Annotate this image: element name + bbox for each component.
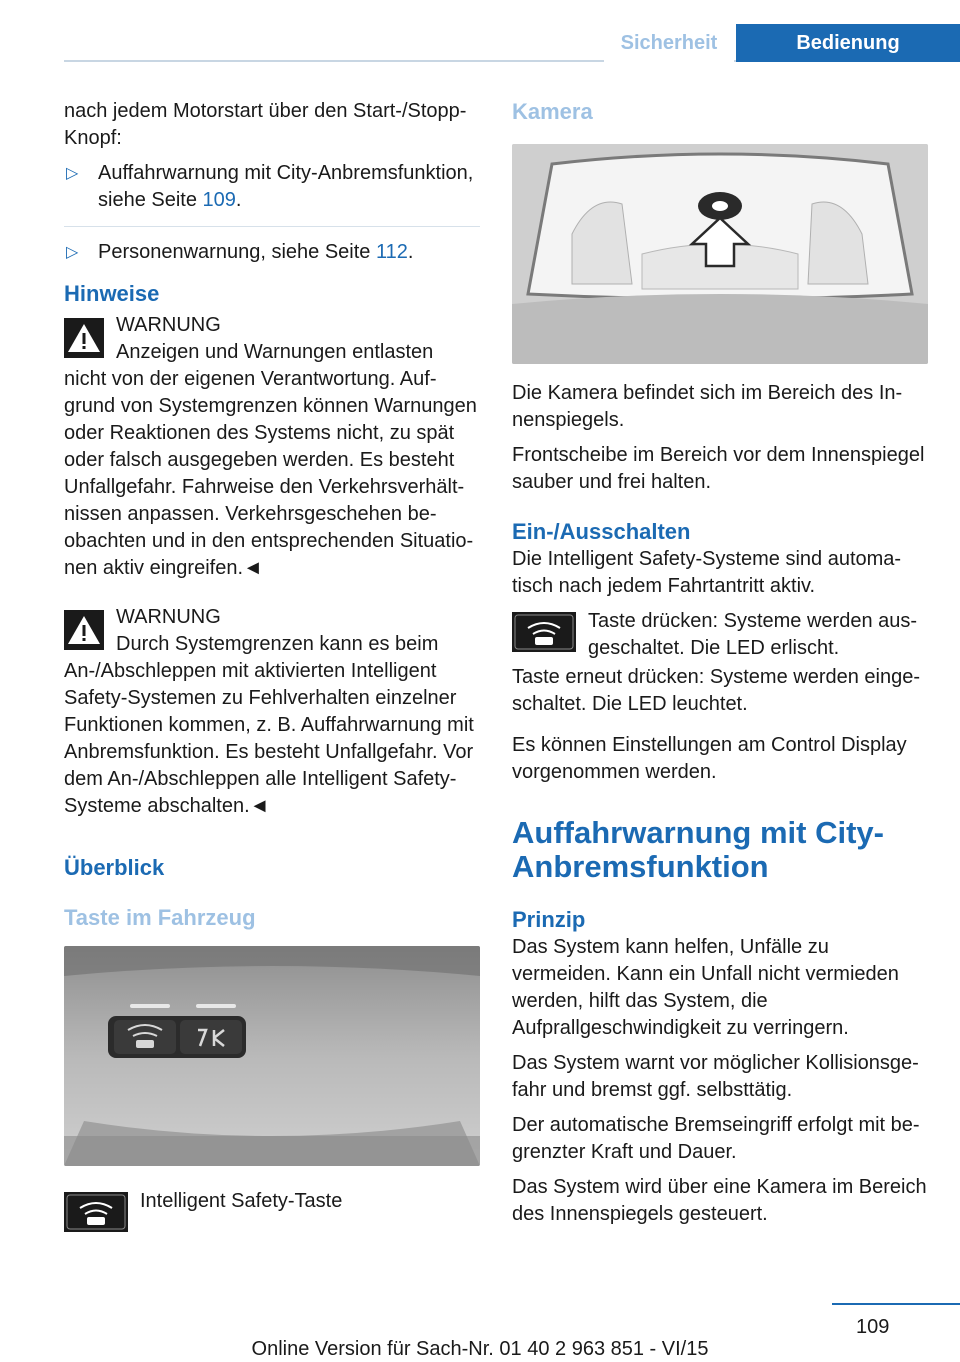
warning-title: WARNUNG [116,314,221,336]
button-instruction: Taste drücken: Systeme werden ausgeschaltet. Die LED erlischt. [588,610,918,659]
footer-version: Online Version für Sach-Nr. 01 40 2 963 851 - VI/15 [251,1338,709,1360]
footer-rule [832,1303,960,1305]
warning-triangle-icon [64,610,104,650]
tab-bedienung[interactable]: Bedienung [736,24,960,62]
section-title: Auffahrwarnung mit City-Anbremsfunktion [512,815,884,884]
warning-body: Durch Systemgrenzen kann es beim An-/Abschleppen mit aktivierten Intelligent Safety-Systemen zu Fehlverhalten einzelner Funktionen kommen, z. B. Auffahrwarnung mit Anbremsfunktion. Es besteht Unfallgefahr. Vor dem An-/Abschleppen alle Intelligent Safety-Systeme abschalten.◄ [64,633,474,817]
intro-text: nach jedem Motorstart über den Start-/Stopp-Knopf: [64,100,467,149]
page-link[interactable]: 112 [375,241,408,263]
warning-title: WARNUNG [116,606,221,628]
warning-triangle-icon [64,318,104,358]
list-item: ▷ Personenwarnung, siehe Seite 112. [64,226,480,266]
warning-block [64,604,480,820]
heading-ein-ausschalten: Ein-/Ausschalten [512,519,691,544]
heading-prinzip: Prinzip [512,907,586,932]
heading-ueberblick: Überblick [64,855,165,880]
button-legend [64,1188,480,1242]
button-legend [512,608,928,662]
principle-text: Der automatische Bremseingriff erfolgt mit begrenzter Kraft und Dauer. [512,1114,920,1163]
right-column [512,98,928,1236]
triangle-bullet-icon: ▷ [66,165,79,182]
camera-photo [512,144,928,364]
camera-text: Frontscheibe im Bereich vor dem Innenspiegel sauber und frei halten. [512,444,925,493]
onoff-text: Taste erneut drücken: Systeme werden eingeschaltet. Die LED leuchtet. [512,666,921,715]
button-photo [64,946,480,1166]
tab-sicherheit[interactable]: Sicherheit [604,24,734,62]
principle-text: Das System kann helfen, Unfälle zu vermeiden. Kann ein Unfall nicht vermieden werden, hilft das System, die Aufprallgeschwindigkeit zu verringern. [512,936,899,1039]
triangle-bullet-icon: ▷ [66,244,79,261]
camera-text: Die Kamera befindet sich im Bereich des Innenspiegels. [512,382,903,431]
heading-hinweise: Hinweise [64,281,160,306]
intelligent-safety-button-icon [64,1192,128,1232]
warning-body: Anzeigen und Warnungen entlasten nicht von der eigenen Verantwortung. Aufgrund von Systemgrenzen können Warnungen oder Reaktionen des Systems nicht, zu spät oder falsch ausgegeben werden. Es besteht Unfallgefahr. Fahrweise den Verkehrsverhältnissen anpassen. Verkehrsgeschehen beobachten und in den entsprechenden Situationen aktiv eingreifen.◄ [64,341,477,579]
heading-taste-im-fahrzeug: Taste im Fahrzeug [64,905,256,930]
onoff-text: Es können Einstellungen am Control Display vorgenommen werden. [512,734,907,783]
intelligent-safety-button-icon [512,612,576,652]
warning-block [64,312,480,582]
list-item: ▷ Auffahrwarnung mit City-Anbremsfunktion, siehe Seite 109. [66,162,474,211]
page-link[interactable]: 109 [202,189,236,211]
left-column [64,98,480,1242]
principle-text: Das System warnt vor möglicher Kollisionsgefahr und bremst ggf. selbsttätig. [512,1052,919,1101]
heading-kamera: Kamera [512,99,593,124]
feature-list [64,160,480,266]
onoff-text: Die Intelligent Safety-Systeme sind automatisch nach jedem Fahrtantritt aktiv. [512,548,902,597]
page-number: 109 [856,1316,890,1338]
principle-text: Das System wird über eine Kamera im Bereich des Innenspiegels gesteuert. [512,1176,927,1225]
button-caption: Intelligent Safety-Taste [140,1190,343,1212]
